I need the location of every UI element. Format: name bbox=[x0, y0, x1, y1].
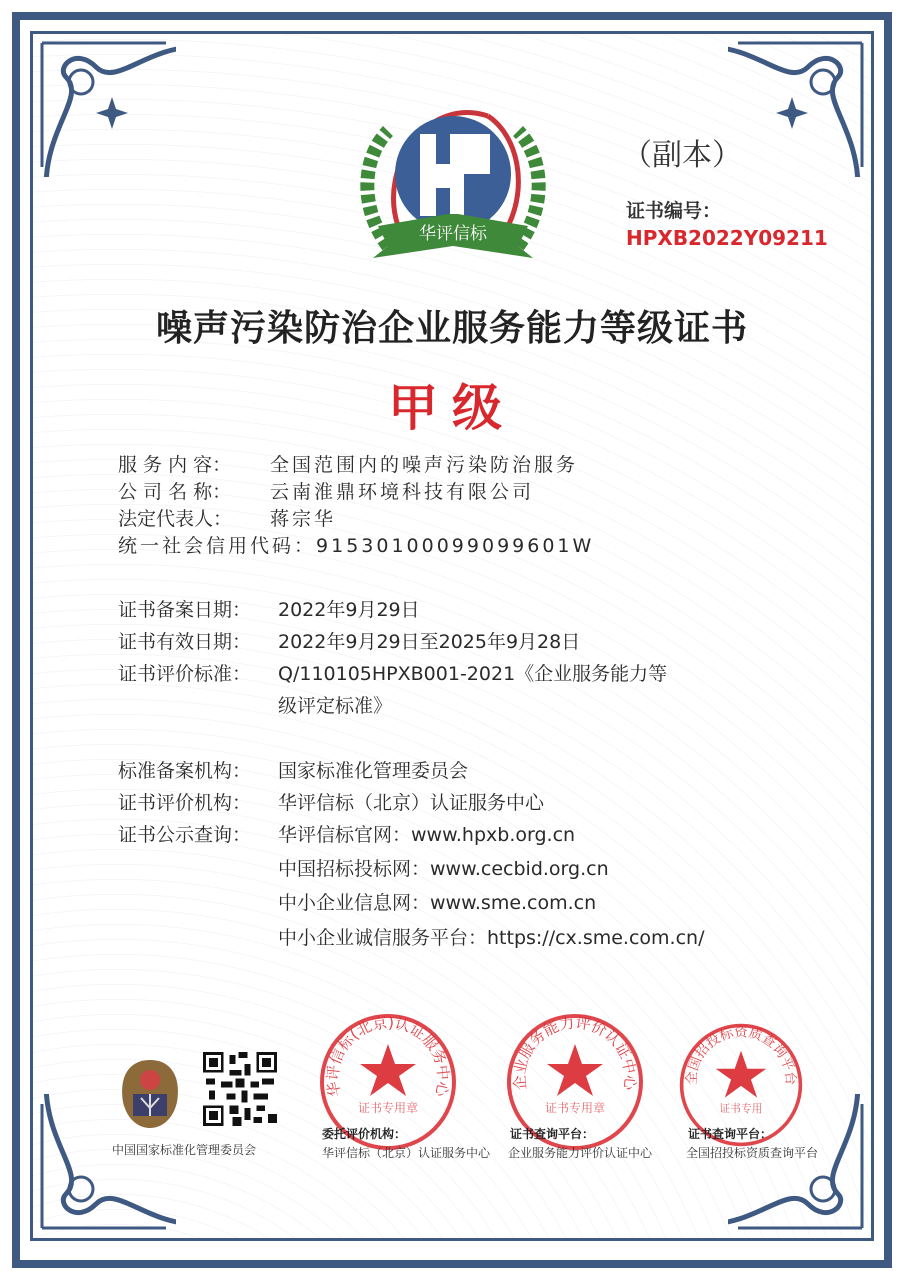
date-row bbox=[118, 627, 580, 654]
date-value: 2022年9月29日至2025年9月28日 bbox=[278, 631, 581, 653]
org-row bbox=[118, 788, 544, 815]
date-label: 证书备案日期： bbox=[118, 599, 252, 621]
seal-label: 证书查询平台： bbox=[510, 1127, 595, 1141]
info-label: 统一社会信用代码： bbox=[118, 535, 317, 557]
org-row bbox=[118, 756, 468, 783]
date-label: 证书评价标准： bbox=[118, 663, 252, 685]
org-value: 中国招标投标网：www.cecbid.org.cn bbox=[278, 858, 609, 880]
emblem-caption: 中国国家标准化管理委员会 bbox=[112, 1143, 257, 1157]
date-row-continued bbox=[118, 691, 392, 718]
seal-ring-text: 企业服务能力评价认证中心 bbox=[510, 1013, 640, 1091]
logo-text: 华评信标 bbox=[419, 224, 487, 244]
info-row bbox=[118, 450, 578, 477]
corner-ornament-icon bbox=[728, 37, 868, 177]
cert-number-label: 证书编号： bbox=[626, 200, 722, 222]
date-row bbox=[118, 659, 667, 686]
seal-caption: 全国招投标资质查询平台 bbox=[686, 1146, 819, 1160]
org-value: 中小企业信息网：www.sme.com.cn bbox=[278, 892, 597, 914]
info-value: 蒋宗华 bbox=[270, 508, 337, 530]
corner-ornament-icon bbox=[36, 37, 176, 177]
org-row bbox=[118, 820, 575, 847]
date-label: 证书有效日期： bbox=[118, 631, 252, 653]
date-value: 级评定标准》 bbox=[278, 695, 393, 717]
national-emblem-icon bbox=[117, 1058, 183, 1130]
seal-bottom-text: 证书专用 bbox=[719, 1102, 763, 1115]
org-value: 中小企业诚信服务平台：https://cx.sme.com.cn/ bbox=[278, 927, 705, 949]
seal-ring-text: 全国招投标资质查询平台 bbox=[683, 1024, 799, 1086]
info-label: 法定代表人： bbox=[118, 508, 233, 530]
org-value: 华评信标（北京）认证服务中心 bbox=[278, 792, 545, 814]
seal-bottom-text: 证书专用章 bbox=[544, 1101, 606, 1115]
seal-ring-text: 华评信标(北京)认证服务中心 bbox=[323, 1013, 453, 1099]
certificate-title: 噪声污染防治企业服务能力等级证书 bbox=[155, 308, 748, 349]
seal-label: 证书查询平台： bbox=[688, 1127, 773, 1141]
certificate-grade: 甲级 bbox=[388, 379, 516, 437]
date-value: Q/110105HPXB001-2021《企业服务能力等 bbox=[278, 663, 668, 685]
info-row bbox=[118, 531, 594, 558]
org-label: 证书公示查询： bbox=[118, 824, 252, 846]
org-label: 标准备案机构： bbox=[118, 760, 252, 782]
date-row bbox=[118, 595, 420, 622]
org-row bbox=[118, 923, 704, 950]
star-icon bbox=[360, 1044, 416, 1096]
seal-bottom-text: 证书专用章 bbox=[357, 1101, 419, 1115]
info-label: 服 务 内 容： bbox=[118, 454, 232, 476]
star-icon bbox=[716, 1051, 766, 1098]
info-value: 云南淮鼎环境科技有限公司 bbox=[270, 481, 535, 503]
info-row bbox=[118, 504, 336, 531]
info-value: 91530100099099601W bbox=[316, 535, 595, 557]
org-row bbox=[118, 854, 609, 881]
seal-caption: 企业服务能力评价认证中心 bbox=[508, 1146, 653, 1160]
info-row bbox=[118, 477, 534, 504]
date-value: 2022年9月29日 bbox=[278, 599, 420, 621]
hpxb-logo bbox=[358, 96, 548, 276]
cert-number: HPXB2022Y09211 bbox=[626, 226, 828, 250]
org-value: 国家标准化管理委员会 bbox=[278, 760, 469, 782]
info-label: 公 司 名 称： bbox=[118, 481, 232, 503]
star-icon bbox=[547, 1044, 603, 1096]
seal-caption: 华评信标（北京）认证服务中心 bbox=[322, 1146, 491, 1160]
info-value: 全国范围内的噪声污染防治服务 bbox=[270, 454, 579, 476]
org-label: 证书评价机构： bbox=[118, 792, 252, 814]
org-value: 华评信标官网：www.hpxb.org.cn bbox=[278, 824, 576, 846]
org-row bbox=[118, 888, 596, 915]
copy-label: （副本） bbox=[622, 138, 742, 173]
qr-code[interactable] bbox=[203, 1052, 277, 1126]
seal-label: 委托评价机构： bbox=[322, 1127, 407, 1141]
